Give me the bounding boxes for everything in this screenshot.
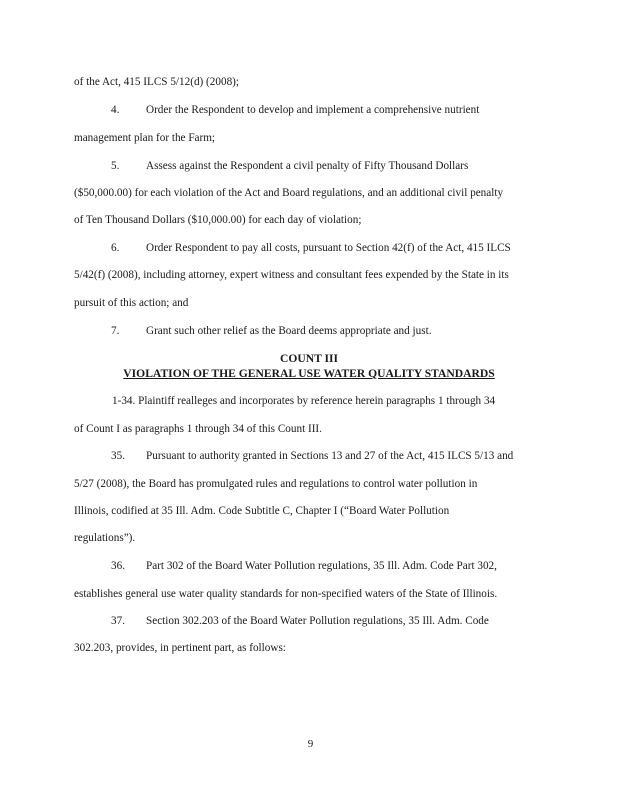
paragraph-text: 1-34. Plaintiff realleges and incorporates by reference herein paragraphs 1 through 34: [112, 395, 496, 407]
paragraph-text: Pursuant to authority granted in Sections 13 and 27 of the Act, 415 ILCS 5/13 and: [146, 450, 514, 462]
text-line: Illinois, codified at 35 Ill. Adm. Code Subtitle C, Chapter I (“Board Water Pollution: [74, 505, 450, 517]
paragraph-text: Part 302 of the Board Water Pollution regulations, 35 Ill. Adm. Code Part 302,: [146, 560, 497, 572]
text-line: establishes general use water quality standards for non-specified waters of the State of Illinois.: [74, 588, 498, 600]
count-heading: COUNT III: [279, 352, 339, 365]
text-line: of the Act, 415 ILCS 5/12(d) (2008);: [74, 76, 239, 88]
text-line: of Count I as paragraphs 1 through 34 of this Count III.: [74, 423, 322, 435]
text-line: 302.203, provides, in pertinent part, as follows:: [74, 642, 286, 654]
paragraph-number: 4.: [111, 104, 120, 116]
text-line: 5/27 (2008), the Board has promulgated rules and regulations to control water pollution in: [74, 478, 478, 490]
paragraph-text: Section 302.203 of the Board Water Pollution regulations, 35 Ill. Adm. Code: [146, 615, 489, 627]
paragraph-number: 36.: [111, 560, 125, 572]
paragraph-number: 7.: [111, 325, 120, 337]
paragraph-text: Order Respondent to pay all costs, pursuant to Section 42(f) of the Act, 415 ILCS: [146, 242, 511, 254]
paragraph-number: 37.: [111, 615, 125, 627]
paragraph-number: 35.: [111, 450, 125, 462]
paragraph-number: 5.: [111, 160, 120, 172]
paragraph-text: Order the Respondent to develop and implement a comprehensive nutrient: [146, 104, 480, 116]
text-line: of Ten Thousand Dollars ($10,000.00) for each day of violation;: [74, 214, 362, 226]
count-title: VIOLATION OF THE GENERAL USE WATER QUALITY STANDARDS: [123, 367, 495, 380]
text-line: 5/42(f) (2008), including attorney, expert witness and consultant fees expended by the State in its: [74, 269, 509, 281]
paragraph-text: Assess against the Respondent a civil penalty of Fifty Thousand Dollars: [146, 160, 469, 172]
page-number: 9: [307, 738, 314, 750]
paragraph-number: 6.: [111, 242, 120, 254]
text-line: regulations”).: [74, 532, 136, 544]
text-line: pursuit of this action; and: [74, 297, 189, 309]
paragraph-text: Grant such other relief as the Board deems appropriate and just.: [146, 325, 432, 337]
text-line: ($50,000.00) for each violation of the Act and Board regulations, and an additional civil penalty: [74, 187, 504, 199]
text-line: management plan for the Farm;: [74, 132, 216, 144]
